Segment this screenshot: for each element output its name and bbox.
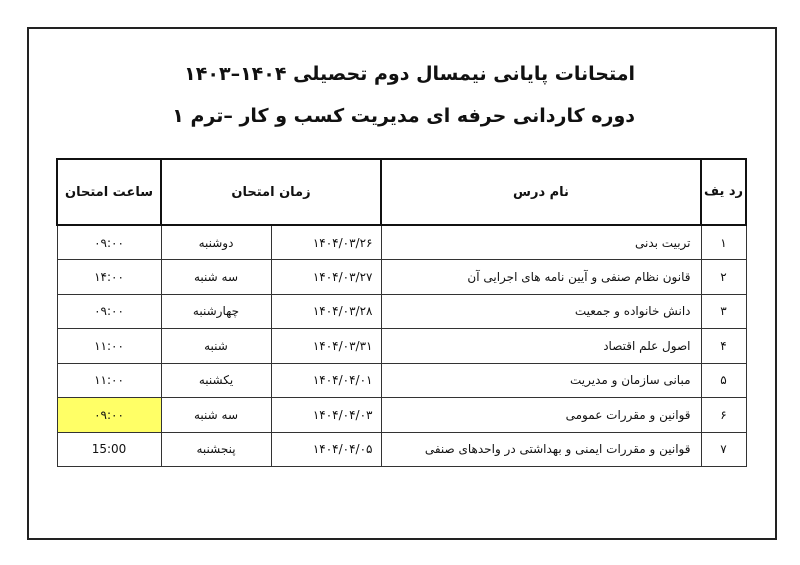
course-name: اصول علم اقتصاد (381, 329, 701, 364)
table-row (57, 225, 746, 260)
header-exam-hour: ساعت امتحان (57, 159, 161, 225)
exam-date: ۱۴۰۴/۰۴/۰۵ (271, 432, 381, 467)
exam-hour: ۰۹:۰۰ (57, 294, 161, 329)
exam-hour: ۱۴:۰۰ (57, 260, 161, 295)
page-subtitle: دوره کاردانی حرفه ای مدیریت کسب و کار –ترم ۱ (172, 105, 635, 127)
row-number: ۶ (701, 398, 746, 433)
exam-day: چهارشنبه (161, 294, 271, 329)
exam-hour: ۰۹:۰۰ (57, 225, 161, 260)
row-number: ۱ (701, 225, 746, 260)
table-body (57, 225, 746, 467)
exam-day: پنجشنبه (161, 432, 271, 467)
exam-hour: ۱۱:۰۰ (57, 329, 161, 364)
course-name: تربیت بدنی (381, 225, 701, 260)
table-row (57, 329, 746, 364)
exam-day: سه شنبه (161, 260, 271, 295)
exam-hour: ۱۱:۰۰ (57, 363, 161, 398)
exam-date: ۱۴۰۴/۰۳/۲۷ (271, 260, 381, 295)
exam-date: ۱۴۰۴/۰۴/۰۱ (271, 363, 381, 398)
row-number: ۵ (701, 363, 746, 398)
header-row (57, 159, 746, 225)
exam-date: ۱۴۰۴/۰۳/۲۸ (271, 294, 381, 329)
exam-date: ۱۴۰۴/۰۴/۰۳ (271, 398, 381, 433)
table-header (57, 159, 746, 225)
exam-schedule-table (56, 158, 747, 467)
page-title: امتحانات پایانی نیمسال دوم تحصیلی ۱۴۰۴–۱۴۰۳ (184, 63, 635, 85)
header-course-name: نام درس (381, 159, 701, 225)
exam-hour: ۰۹:۰۰ (57, 398, 161, 433)
course-name: قانون نظام صنفی و آیین نامه های اجرایی آن (381, 260, 701, 295)
course-name: قوانین و مقررات عمومی (381, 398, 701, 433)
exam-day: دوشنبه (161, 225, 271, 260)
exam-day: یکشنبه (161, 363, 271, 398)
course-name: دانش خانواده و جمعیت (381, 294, 701, 329)
table-row (57, 294, 746, 329)
table-row (57, 432, 746, 467)
row-number: ۲ (701, 260, 746, 295)
header-radif: رد یف (701, 159, 746, 225)
table-row (57, 363, 746, 398)
table-row (57, 398, 746, 433)
course-name: قوانین و مقررات ایمنی و بهداشتی در واحدهای صنفی (381, 432, 701, 467)
course-name: مبانی سازمان و مدیریت (381, 363, 701, 398)
row-number: ۳ (701, 294, 746, 329)
exam-hour: 15:00 (57, 432, 161, 467)
header-exam-time: زمان امتحان (161, 159, 381, 225)
row-number: ۴ (701, 329, 746, 364)
row-number: ۷ (701, 432, 746, 467)
exam-day: سه شنبه (161, 398, 271, 433)
exam-date: ۱۴۰۴/۰۳/۲۶ (271, 225, 381, 260)
exam-date: ۱۴۰۴/۰۳/۳۱ (271, 329, 381, 364)
exam-day: شنبه (161, 329, 271, 364)
table-row (57, 260, 746, 295)
